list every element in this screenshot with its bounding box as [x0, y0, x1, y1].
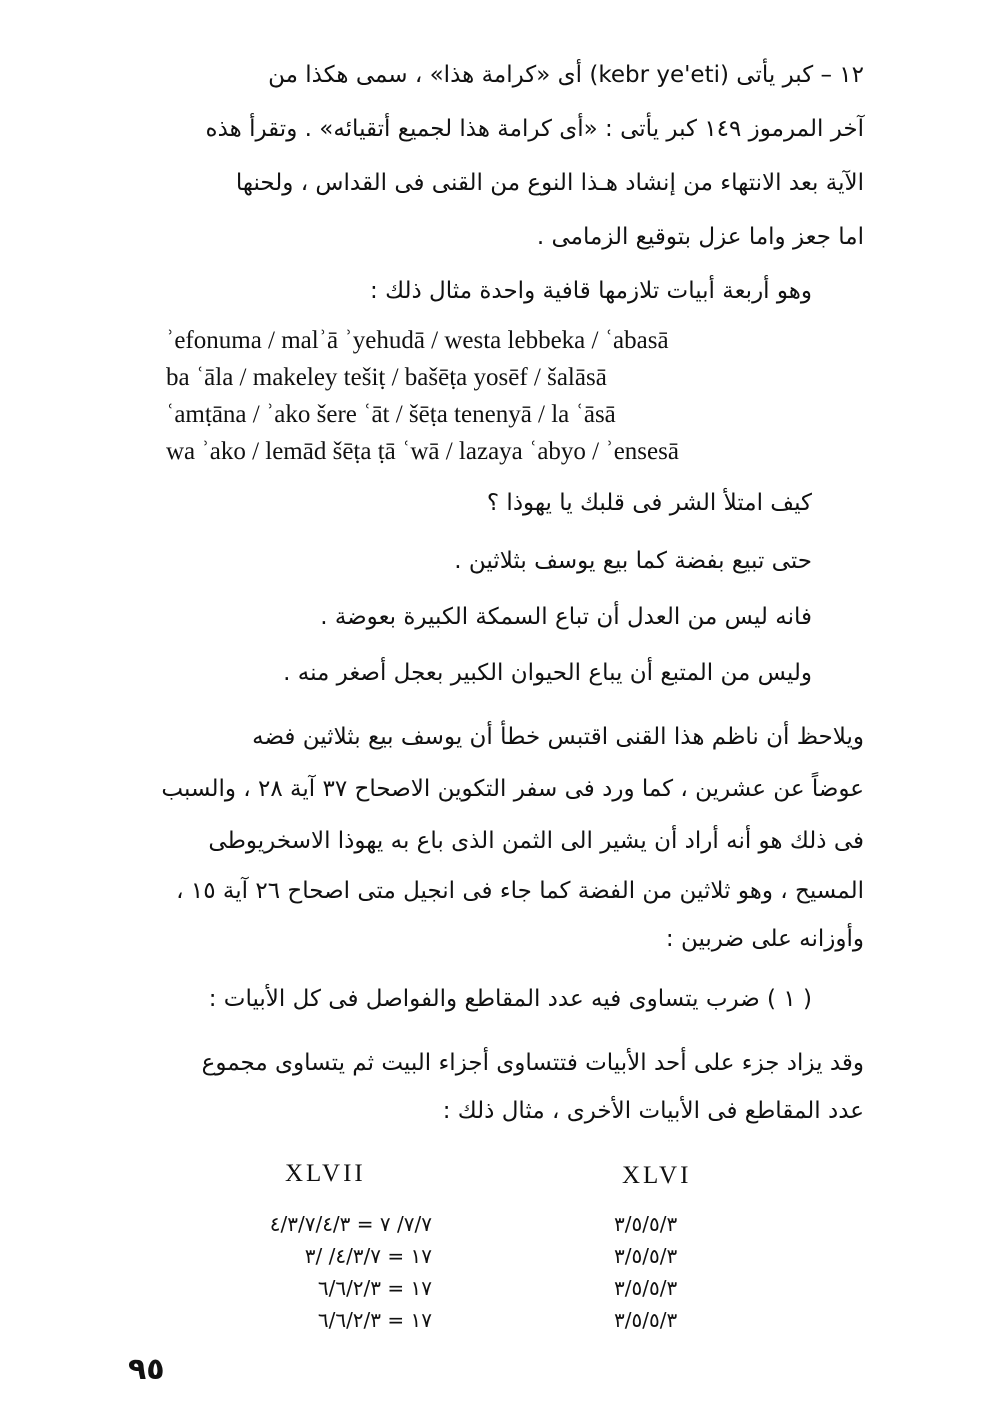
page-number: ٩٥: [128, 1352, 165, 1387]
paragraph-1-line-4: اما جعز واما عزل بتوقيع الزمامى .: [536, 224, 864, 250]
example-intro: وهو أربعة أبيات تلازمها قافية واحدة مثال ذلك :: [370, 278, 812, 304]
table-right-row: ٣/٥/٥/٣: [614, 1276, 678, 1300]
table-left-row: ١٧ = ٤/٣/٧/ /٣: [304, 1244, 432, 1268]
table-right-row: ٣/٥/٥/٣: [614, 1308, 678, 1332]
table-right-row: ٣/٥/٥/٣: [614, 1212, 678, 1236]
table-left-header: XLVII: [285, 1160, 366, 1187]
translation-line-3: فانه ليس من العدل أن تباع السمكة الكبيرة بعوضة .: [320, 604, 812, 630]
table-right-header: XLVI: [622, 1162, 692, 1189]
table-left-row: ١٧ = ٦/٦/٢/٣: [317, 1276, 432, 1300]
translation-line-1: كيف امتلأ الشر فى قلبك يا يهوذا ؟: [486, 490, 812, 516]
transliteration-line-1: ʾefonuma / malʾā ʾyehudā / westa lebbeka / ʿabasā: [166, 327, 669, 354]
paragraph-2-line-5: وأوزانه على ضربين :: [665, 926, 864, 952]
transliteration-line-3: ʿamṭāna / ʾako šere ʿāt / šēṭa tenenyā / la ʿāsā: [166, 401, 616, 428]
paragraph-1-line-1: ١٢ – كبر يأتى (kebr ye'eti) أى «كرامة هذا» ، سمى هكذا من: [268, 62, 864, 88]
table-right-row: ٣/٥/٥/٣: [614, 1244, 678, 1268]
table-left-row: ١٧ = ٦/٦/٢/٣: [317, 1308, 432, 1332]
paragraph-2-line-1: ويلاحظ أن ناظم هذا القنى اقتبس خطأ أن يوسف بيع بثلاثين فضه: [252, 724, 864, 750]
transliteration-line-2: ba ʿāla / makeley tešiṭ / bašēṭa yosēf / šalāsā: [166, 364, 607, 391]
translation-line-4: وليس من المتبع أن يباع الحيوان الكبير بعجل أصغر منه .: [283, 660, 812, 686]
paragraph-4-line-2: عدد المقاطع فى الأبيات الأخرى ، مثال ذلك :: [442, 1098, 864, 1124]
paragraph-3: ( ١ ) ضرب يتساوى فيه عدد المقاطع والفواصل فى كل الأبيات :: [208, 986, 812, 1012]
paragraph-4-line-1: وقد يزاد جزء على أحد الأبيات فتتساوى أجزاء البيت ثم يتساوى مجموع: [201, 1050, 864, 1076]
paragraph-2-line-2: عوضاً عن عشرين ، كما ورد فى سفر التكوين الاصحاح ٣٧ آية ٢٨ ، والسبب: [161, 776, 864, 802]
paragraph-1-line-3: الآية بعد الانتهاء من إنشاد هـذا النوع من القنى فى القداس ، ولحنها: [235, 170, 864, 196]
translation-line-2: حتى تبيع بفضة كما بيع يوسف بثلاثين .: [454, 548, 812, 574]
paragraph-2-line-4: المسيح ، وهو ثلاثين من الفضة كما جاء فى انجيل متى اصحاح ٢٦ آية ١٥ ،: [176, 878, 864, 904]
paragraph-1-line-2: آخر المرموز ١٤٩ كبر يأتى : «أى كرامة هذا لجميع أتقيائه» . وتقرأ هذه: [205, 116, 864, 142]
table-left-row: ٧/٧/ ٧ = ٤/٣/٧/٤/٣: [269, 1212, 432, 1236]
paragraph-2-line-3: فى ذلك هو أنه أراد أن يشير الى الثمن الذى باع به يهوذا الاسخريوطى: [208, 828, 864, 854]
transliteration-line-4: wa ʾako / lemād šēṭa ṭā ʿwā / lazaya ʿabyo / ʾensesā: [166, 438, 679, 465]
